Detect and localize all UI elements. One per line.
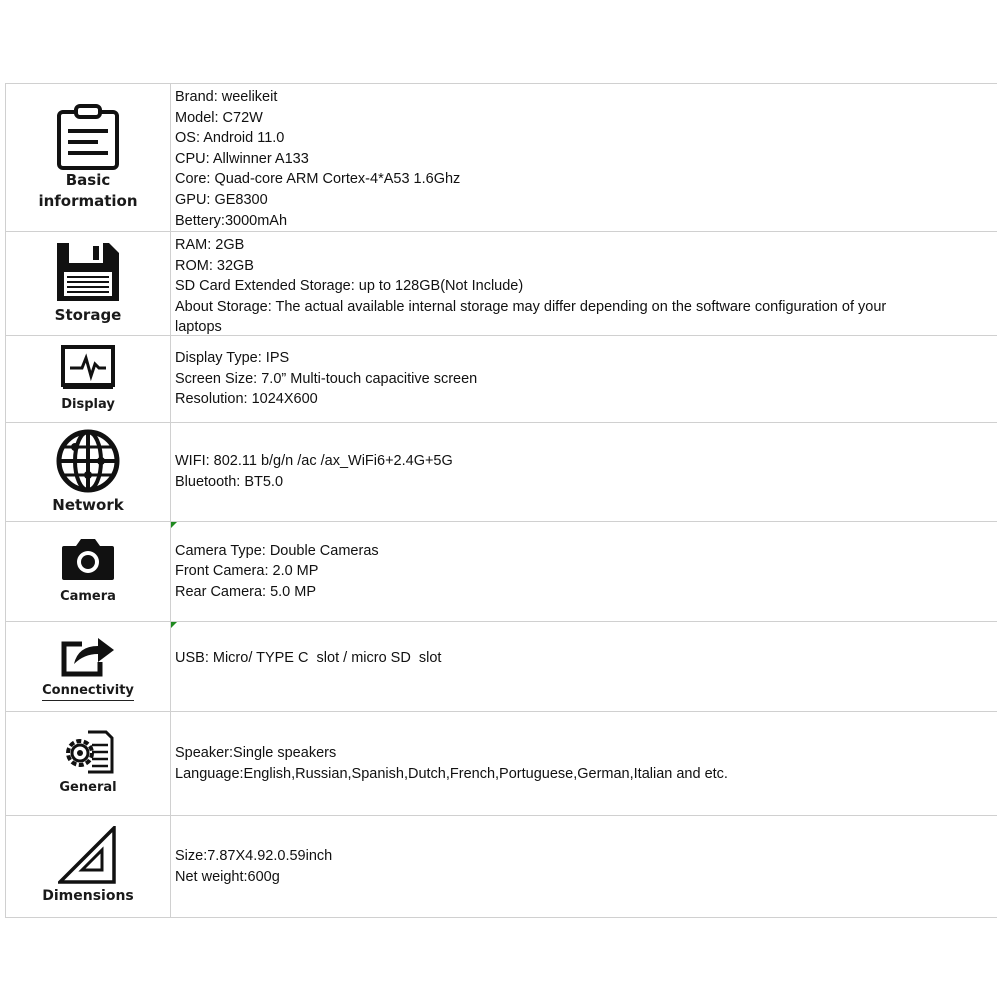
icon-cell: [5, 423, 171, 521]
spec-line: ROM: 32GB: [175, 257, 254, 274]
spec-row-general: [5, 712, 997, 816]
ruler-triangle-icon: [58, 826, 118, 884]
row-label: Basic information: [38, 170, 138, 210]
spec-text: [171, 84, 997, 231]
spec-table: [5, 83, 997, 918]
row-label: Dimensions: [42, 888, 134, 904]
spec-line: GPU: GE8300: [175, 191, 268, 208]
spec-line: Net weight:600g: [175, 868, 280, 885]
spec-text: [171, 423, 997, 521]
camera-icon: [60, 536, 116, 582]
row-label: Network: [52, 495, 124, 514]
spec-line: laptops: [175, 319, 222, 336]
share-arrow-icon: [60, 632, 116, 678]
icon-cell: [5, 232, 171, 335]
spec-line: Camera Type: Double Cameras: [175, 542, 379, 559]
floppy-disk-icon: [55, 241, 121, 303]
row-label: Display: [61, 396, 115, 412]
row-label: Storage: [54, 306, 122, 324]
spec-line: Model: C72W: [175, 109, 263, 126]
icon-cell: [5, 522, 171, 621]
spec-line: RAM: 2GB: [175, 237, 245, 253]
spec-line: Resolution: 1024X600: [175, 391, 318, 408]
spec-row-display: [5, 336, 997, 423]
spec-line: Brand: weelikeit: [175, 89, 278, 105]
row-label: Camera: [60, 589, 116, 604]
spec-row-connectivity: [5, 622, 997, 712]
spec-line: Core: Quad-core ARM Cortex-4*A53 1.6Ghz: [175, 171, 461, 188]
spec-line: Front Camera: 2.0 MP: [175, 563, 319, 580]
spec-row-dimensions: [5, 816, 997, 918]
spec-line: Bettery:3000mAh: [175, 212, 288, 229]
row-label: General: [59, 780, 117, 795]
spec-line: Language:English,Russian,Spanish,Dutch,French,Portuguese,German,Italian and etc.: [175, 765, 728, 782]
spec-line: USB: Micro/ TYPE C slot / micro SD slot: [175, 650, 442, 666]
monitor-pulse-icon: [60, 344, 116, 390]
spec-row-basic-information: [5, 84, 997, 232]
spec-line: CPU: Allwinner A133: [175, 150, 309, 167]
spec-line: Screen Size: 7.0” Multi-touch capacitive screen: [175, 370, 478, 387]
spec-text: [171, 522, 997, 621]
spec-line: OS: Android 11.0: [175, 130, 285, 147]
spec-text: [171, 712, 997, 815]
icon-cell: [5, 622, 171, 711]
cell-marker: [171, 622, 177, 628]
spec-line: Bluetooth: BT5.0: [175, 474, 284, 490]
spec-row-storage: [5, 232, 997, 336]
cell-marker: [171, 522, 177, 528]
icon-cell: [5, 84, 171, 231]
clipboard-icon: [56, 104, 120, 170]
spec-line: Rear Camera: 5.0 MP: [175, 583, 317, 600]
spec-text: [171, 816, 997, 917]
gear-document-icon: [62, 729, 114, 775]
icon-cell: [5, 336, 171, 422]
icon-cell: [5, 712, 171, 815]
row-label: Connectivity: [42, 682, 134, 701]
spec-text: [171, 336, 997, 422]
spec-line: About Storage: The actual available internal storage may differ depending on the software configuration of your: [175, 298, 887, 315]
spec-text: [171, 622, 997, 711]
spec-line: Speaker:Single speakers: [175, 744, 337, 761]
spec-line: SD Card Extended Storage: up to 128GB(Not Include): [175, 278, 524, 295]
globe-network-icon: [55, 429, 121, 493]
spec-line: WIFI: 802.11 b/g/n /ac /ax_WiFi6+2.4G+5G: [175, 453, 453, 470]
spec-row-camera: [5, 522, 997, 622]
spec-line: Size:7.87X4.92.0.59inch: [175, 847, 333, 864]
icon-cell: [5, 816, 171, 917]
spec-line: Display Type: IPS: [175, 350, 290, 367]
spec-text: [171, 232, 997, 335]
spec-row-network: [5, 423, 997, 522]
